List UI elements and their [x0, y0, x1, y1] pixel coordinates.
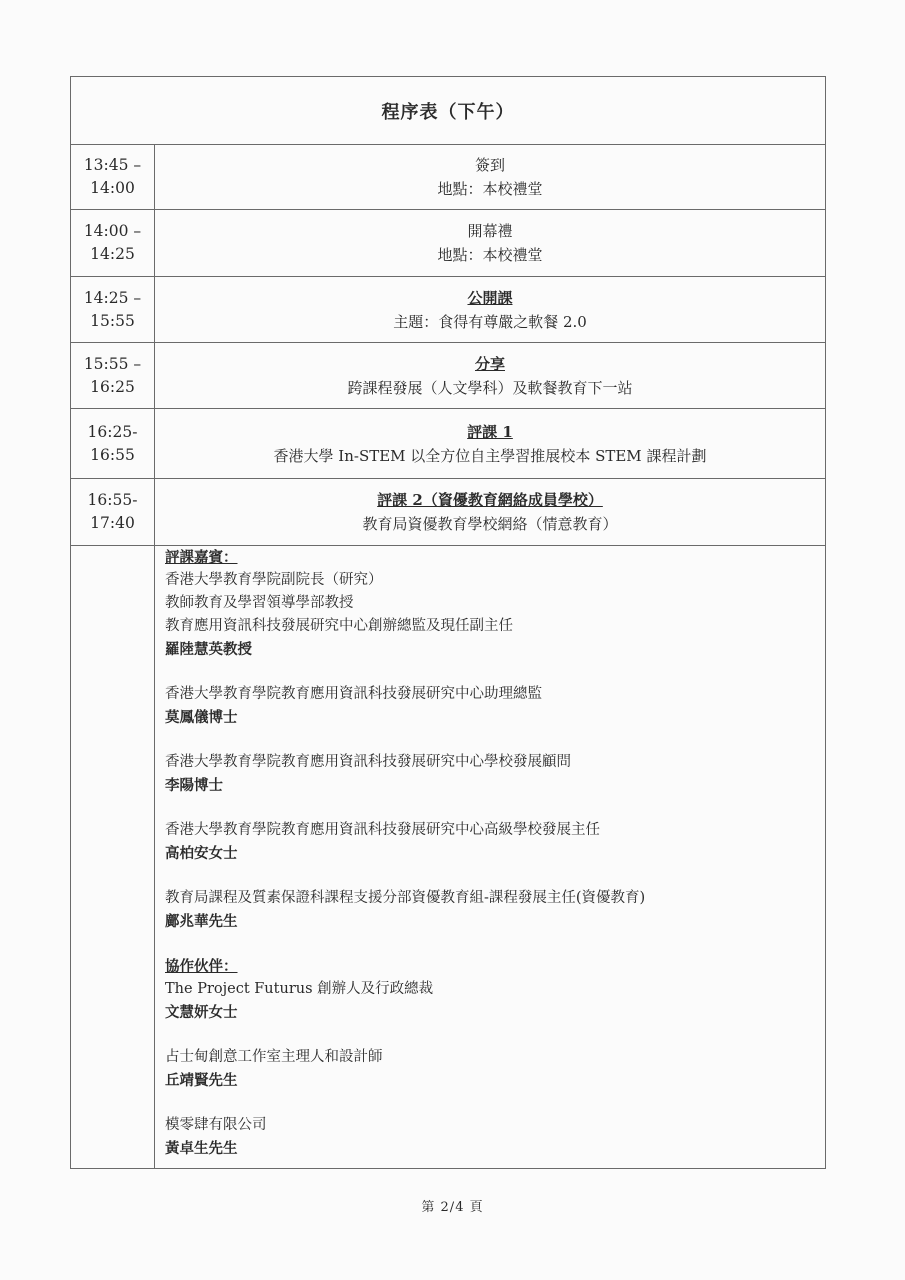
row-heading: 評課 2（資優教育網絡成員學校）: [377, 491, 603, 509]
schedule-row: [71, 409, 825, 479]
time-start: 15:55 –: [83, 354, 142, 373]
guest-role: 教育局課程及質素保證科課程支援分部資優教育組-課程發展主任(資優教育): [165, 890, 646, 906]
guest-role: 香港大學教育學院教育應用資訊科技發展研究中心助理總監: [165, 686, 542, 702]
guest-name: 羅陸慧英教授: [165, 641, 252, 658]
empty-time-cell: [71, 546, 155, 1168]
time-start: 14:25 –: [83, 288, 142, 307]
row-heading: 分享: [474, 354, 505, 373]
partners-label: 協作伙伴：: [165, 958, 238, 975]
guest-name: 高柏安女士: [165, 845, 238, 862]
content-cell: [155, 277, 825, 342]
schedule-row: [71, 210, 825, 277]
time-start: 16:55-: [87, 491, 138, 509]
row-detail: 主題：食得有尊嚴之軟餐 2.0: [393, 312, 587, 331]
guest-section: [71, 546, 825, 1168]
row-detail: 跨課程發展（人文學科）及軟餐教育下一站: [347, 378, 633, 397]
row-heading: 開幕禮: [467, 222, 513, 240]
guest-role: 教育應用資訊科技發展研究中心創辦總監及現任副主任: [165, 618, 513, 634]
schedule-row: [71, 479, 825, 546]
partner-role: The Project Futurus 創辦人及行政總裁: [165, 981, 434, 997]
partner-name: 文慧妍女士: [165, 1004, 238, 1021]
guest-role: 香港大學教育學院教育應用資訊科技發展研究中心學校發展顧問: [165, 754, 571, 770]
time-end: 14:00: [90, 178, 135, 197]
content-cell: [155, 210, 825, 276]
row-heading: 評課 1: [467, 422, 513, 441]
time-start: 13:45 –: [83, 155, 142, 174]
guest-name: 莫鳳儀博士: [165, 709, 238, 726]
row-detail: 香港大學 In-STEM 以全方位自主學習推展校本 STEM 課程計劃: [273, 446, 707, 465]
guests-label: 評課嘉賓：: [165, 549, 238, 566]
guest-role: 香港大學教育學院教育應用資訊科技發展研究中心高級學校發展主任: [165, 822, 600, 838]
schedule-row: [71, 277, 825, 343]
partner-role: 占士甸創意工作室主理人和設計師: [165, 1049, 383, 1065]
time-end: 15:55: [90, 311, 135, 330]
row-heading: 公開課: [467, 288, 513, 307]
time-start: 16:25-: [87, 422, 138, 441]
content-cell: [155, 479, 825, 545]
guest-role: 香港大學教育學院副院長（研究）: [165, 572, 383, 588]
time-end: 17:40: [90, 514, 135, 532]
time-end: 14:25: [90, 245, 135, 263]
partner-name: 丘靖賢先生: [165, 1072, 238, 1089]
time-cell: [71, 479, 155, 545]
content-cell: [155, 144, 825, 209]
guest-name: 鄺兆華先生: [165, 913, 238, 930]
row-heading: 簽到: [474, 155, 505, 174]
page-number: 第 2/4 頁: [421, 1200, 484, 1215]
time-start: 14:00 –: [83, 222, 142, 240]
time-cell: [71, 144, 155, 209]
schedule-row: [71, 144, 825, 210]
partner-name: 黃卓生先生: [165, 1140, 238, 1157]
row-detail: 地點：本校禮堂: [437, 246, 543, 264]
schedule-row: [71, 343, 825, 409]
guest-name: 李陽博士: [165, 777, 223, 794]
schedule-title: 程序表（下午）: [71, 77, 825, 145]
time-cell: [71, 409, 155, 478]
row-detail: 地點：本校禮堂: [437, 179, 543, 198]
schedule-table: [70, 76, 826, 1169]
content-cell: [155, 343, 825, 408]
time-cell: [71, 343, 155, 408]
guest-role: 教師教育及學習領導學部教授: [165, 595, 354, 611]
partner-role: 模零肆有限公司: [165, 1117, 267, 1133]
guest-list: [165, 546, 819, 1160]
row-detail: 教育局資優教育學校網絡（情意教育）: [362, 515, 618, 533]
time-end: 16:25: [90, 377, 135, 396]
content-cell: [155, 409, 825, 478]
time-cell: [71, 277, 155, 342]
time-end: 16:55: [90, 445, 135, 464]
time-cell: [71, 210, 155, 276]
